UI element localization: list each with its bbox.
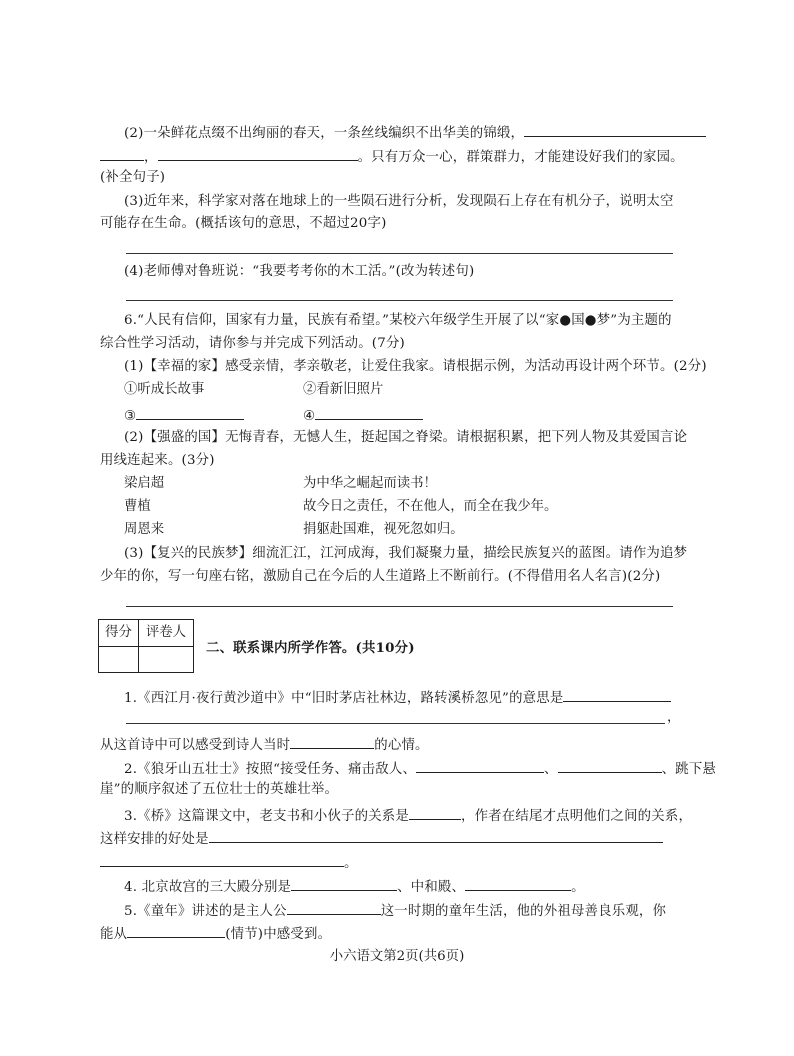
q6-part2-line2: 用线连起来。(3分) [100, 453, 215, 468]
q6-line2: 综合性学习活动，请你参与并完成下列活动。(7分) [100, 336, 405, 351]
patriotic-quote[interactable]: 捐躯赴国难，视死忽如归。 [303, 522, 464, 537]
person-name[interactable]: 曹植 [124, 499, 151, 514]
q6-option-1: ①听成长故事 [124, 382, 205, 397]
s2-q2-line1: 2.《狼牙山五壮士》按照“接受任务、痛击敌人、 、 、跳下悬 [124, 758, 716, 779]
q6-option-2: ②看新旧照片 [303, 382, 384, 397]
answer-blank[interactable] [100, 852, 344, 867]
section-2-title: 二、联系课内所学作答。(共10分) [206, 640, 415, 656]
answer-blank[interactable] [416, 758, 544, 773]
person-name[interactable]: 周恩来 [124, 522, 165, 537]
s2-q3-line2: 这样安排的好处是 [100, 828, 663, 849]
answer-blank[interactable] [136, 405, 244, 420]
score-label: 得分 [99, 620, 139, 647]
s2-q3-line3: 。 [100, 852, 358, 873]
answer-blank[interactable] [127, 923, 225, 938]
q6-option-3: ③ [124, 405, 244, 426]
answer-blank[interactable] [558, 758, 662, 773]
answer-blank[interactable] [287, 900, 381, 915]
q5-2-line3: (补全句子) [100, 170, 166, 185]
q5-3-line2: 可能存在生命。(概括该句的意思，不超过20字) [100, 216, 387, 231]
answer-blank[interactable] [409, 805, 461, 820]
answer-blank[interactable] [291, 876, 397, 891]
s2-q5-line2: 能从 (情节)中感受到。 [100, 923, 331, 944]
page-footer: 小六语文第2页(共6页) [329, 949, 465, 964]
q6-part3-line1: (3)【复兴的民族梦】细流汇江，江河成海，我们凝聚力量，描绘民族复兴的蓝图。请作为追梦 [124, 546, 688, 561]
q6-part3-line2: 少年的你，写一句座右铭，激励自己在今后的人生道路上不断前行。(不得借用名人名言)(2分) [100, 569, 661, 584]
answer-blank[interactable] [563, 687, 671, 702]
s2-q1-line3: 从这首诗中可以感受到诗人当时 的心情。 [100, 734, 429, 755]
answer-line[interactable] [126, 723, 665, 724]
score-field[interactable] [99, 647, 139, 672]
grader-label: 评卷人 [139, 620, 193, 647]
s2-q4: 4. 北京故宫的三大殿分别是 、中和殿、 。 [124, 876, 585, 897]
patriotic-quote[interactable]: 为中华之崛起而读书！ [303, 476, 437, 491]
q5-2-line2: ， 。只有万众一心，群策群力，才能建设好我们的家园。 [100, 146, 684, 167]
q6-line1: 6.“人民有信仰，国家有力量，民族有希望。”某校六年级学生开展了以“家●国●梦”为主题的 [124, 313, 672, 328]
answer-blank[interactable] [465, 876, 571, 891]
grader-field[interactable] [139, 647, 193, 672]
q6-part1-prompt: (1)【幸福的家】感受亲情，孝亲敬老，让爱住我家。请根据示例，为活动再设计两个环节。(2分) [124, 359, 707, 374]
answer-line[interactable] [126, 253, 673, 254]
answer-blank[interactable] [209, 828, 663, 843]
score-box [98, 619, 194, 673]
s2-q2-line2: 崖”的顺序叙述了五位壮士的英雄壮举。 [100, 782, 339, 797]
s2-q5-line1: 5.《童年》讲述的是主人公 这一时期的童年生活，他的外祖母善良乐观，你 [124, 900, 666, 921]
s2-q1-comma: ， [667, 710, 681, 725]
s2-q1-line1: 1.《西江月·夜行黄沙道中》中“旧时茅店社林边，路转溪桥忽见”的意思是 [124, 687, 671, 708]
person-name[interactable]: 梁启超 [124, 476, 165, 491]
answer-blank[interactable] [524, 122, 706, 137]
patriotic-quote[interactable]: 故今日之责任，不在他人，而全在我少年。 [303, 499, 558, 514]
answer-blank[interactable] [158, 146, 358, 161]
answer-blank[interactable] [315, 405, 423, 420]
s2-q3-line1: 3.《桥》这篇课文中，老支书和小伙子的关系是 ，作者在结尾才点明他们之间的关系， [124, 805, 692, 826]
q5-4-line1: (4)老师傅对鲁班说：“我要考考你的木工活。”(改为转述句) [124, 264, 475, 279]
q6-option-4: ④ [303, 405, 423, 426]
answer-blank[interactable] [100, 146, 144, 161]
answer-line[interactable] [126, 606, 673, 607]
answer-line[interactable] [126, 300, 673, 301]
q6-part2-line1: (2)【强盛的国】无悔青春，无憾人生，挺起国之脊梁。请根据积累，把下列人物及其爱国言论 [124, 430, 688, 445]
answer-blank[interactable] [290, 734, 374, 749]
q5-2-line1: (2)一朵鲜花点缀不出绚丽的春天，一条丝线编织不出华美的锦缎， [124, 122, 706, 143]
q5-3-line1: (3)近年来，科学家对落在地球上的一些陨石进行分析，发现陨石上存在有机分子，说明太空 [124, 194, 674, 209]
